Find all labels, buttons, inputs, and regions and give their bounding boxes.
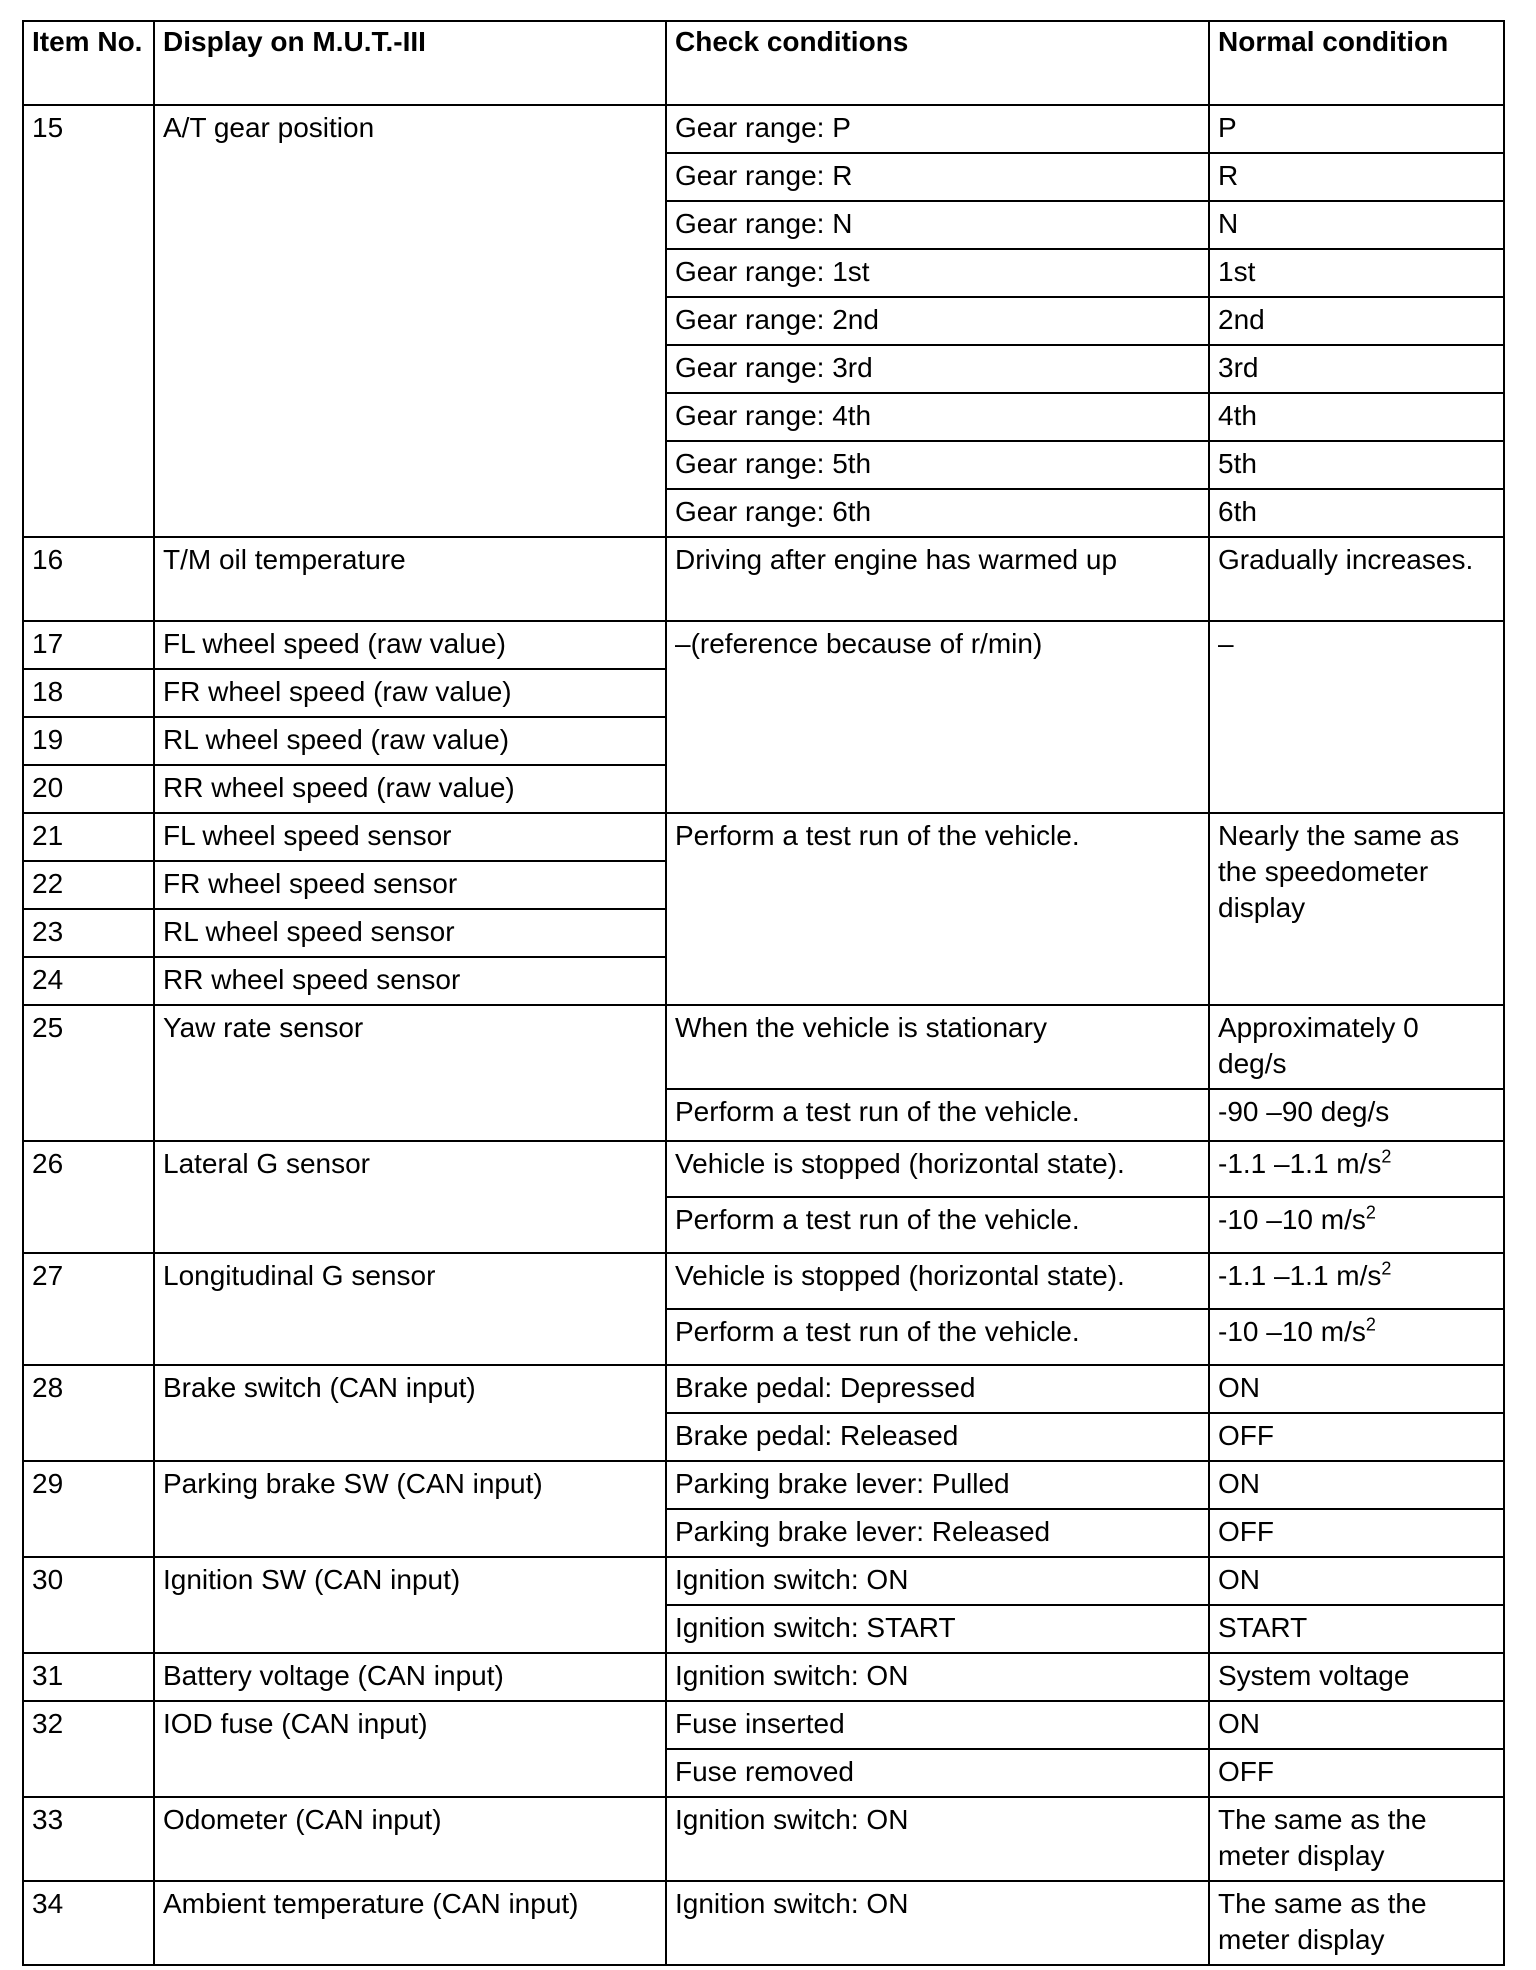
display-name: RR wheel speed sensor bbox=[154, 957, 666, 1005]
item-number: 29 bbox=[23, 1461, 154, 1557]
display-name: Ignition SW (CAN input) bbox=[154, 1557, 666, 1653]
check-condition: Gear range: 6th bbox=[666, 489, 1209, 537]
item-number: 33 bbox=[23, 1797, 154, 1881]
normal-condition: – bbox=[1209, 621, 1504, 813]
item-number: 23 bbox=[23, 909, 154, 957]
normal-condition: Approximately 0 deg/s bbox=[1209, 1005, 1504, 1089]
normal-condition: ON bbox=[1209, 1701, 1504, 1749]
table-row bbox=[23, 1005, 1504, 1089]
display-name: IOD fuse (CAN input) bbox=[154, 1701, 666, 1797]
normal-condition: Nearly the same as the speedometer display bbox=[1209, 813, 1504, 1005]
normal-condition: 6th bbox=[1209, 489, 1504, 537]
display-name: Battery voltage (CAN input) bbox=[154, 1653, 666, 1701]
check-condition: Gear range: 5th bbox=[666, 441, 1209, 489]
item-number: 15 bbox=[23, 105, 154, 537]
check-condition: Perform a test run of the vehicle. bbox=[666, 1309, 1209, 1365]
display-name: Yaw rate sensor bbox=[154, 1005, 666, 1141]
check-condition: –(reference because of r/min) bbox=[666, 621, 1209, 813]
normal-condition: 5th bbox=[1209, 441, 1504, 489]
table-row bbox=[23, 1557, 1504, 1605]
display-name: Odometer (CAN input) bbox=[154, 1797, 666, 1881]
check-condition: Gear range: 2nd bbox=[666, 297, 1209, 345]
check-condition: Parking brake lever: Released bbox=[666, 1509, 1209, 1557]
check-condition: Vehicle is stopped (horizontal state). bbox=[666, 1253, 1209, 1309]
display-name: Parking brake SW (CAN input) bbox=[154, 1461, 666, 1557]
check-condition: Gear range: N bbox=[666, 201, 1209, 249]
normal-condition: The same as the meter display bbox=[1209, 1881, 1504, 1965]
check-condition: Driving after engine has warmed up bbox=[666, 537, 1209, 621]
normal-condition: 4th bbox=[1209, 393, 1504, 441]
check-condition: Gear range: 4th bbox=[666, 393, 1209, 441]
check-condition: Vehicle is stopped (horizontal state). bbox=[666, 1141, 1209, 1197]
check-condition: Ignition switch: START bbox=[666, 1605, 1209, 1653]
unit-exponent: 2 bbox=[1381, 1146, 1392, 1167]
check-condition: Ignition switch: ON bbox=[666, 1797, 1209, 1881]
table-row bbox=[23, 1461, 1504, 1509]
check-condition: Gear range: R bbox=[666, 153, 1209, 201]
unit-exponent: 2 bbox=[1381, 1258, 1392, 1279]
normal-condition: ON bbox=[1209, 1461, 1504, 1509]
display-name: FR wheel speed (raw value) bbox=[154, 669, 666, 717]
check-condition: Fuse removed bbox=[666, 1749, 1209, 1797]
check-condition: Perform a test run of the vehicle. bbox=[666, 1089, 1209, 1141]
table-row bbox=[23, 1881, 1504, 1965]
table-row bbox=[23, 105, 1504, 153]
display-name: T/M oil temperature bbox=[154, 537, 666, 621]
check-condition: Ignition switch: ON bbox=[666, 1653, 1209, 1701]
header-check-conditions: Check conditions bbox=[666, 21, 1209, 105]
item-number: 34 bbox=[23, 1881, 154, 1965]
header-row bbox=[23, 21, 1504, 105]
item-number: 25 bbox=[23, 1005, 154, 1141]
table-row bbox=[23, 1653, 1504, 1701]
normal-condition: OFF bbox=[1209, 1509, 1504, 1557]
table-row bbox=[23, 1797, 1504, 1881]
table-row bbox=[23, 1701, 1504, 1749]
display-name: RL wheel speed (raw value) bbox=[154, 717, 666, 765]
display-name: Ambient temperature (CAN input) bbox=[154, 1881, 666, 1965]
display-name: RL wheel speed sensor bbox=[154, 909, 666, 957]
check-condition: Ignition switch: ON bbox=[666, 1557, 1209, 1605]
table-row bbox=[23, 1141, 1504, 1197]
item-number: 21 bbox=[23, 813, 154, 861]
display-name: A/T gear position bbox=[154, 105, 666, 537]
normal-condition: ON bbox=[1209, 1557, 1504, 1605]
normal-condition: R bbox=[1209, 153, 1504, 201]
header-display: Display on M.U.T.-III bbox=[154, 21, 666, 105]
item-number: 16 bbox=[23, 537, 154, 621]
normal-value: -10 –10 m/s bbox=[1218, 1204, 1366, 1235]
unit-exponent: 2 bbox=[1365, 1314, 1376, 1335]
check-condition: Gear range: 3rd bbox=[666, 345, 1209, 393]
table-row bbox=[23, 1253, 1504, 1309]
normal-condition bbox=[1209, 1197, 1504, 1253]
normal-condition: ON bbox=[1209, 1365, 1504, 1413]
check-condition: Perform a test run of the vehicle. bbox=[666, 1197, 1209, 1253]
display-name: Lateral G sensor bbox=[154, 1141, 666, 1253]
unit-exponent: 2 bbox=[1365, 1202, 1376, 1223]
normal-condition: Gradually increases. bbox=[1209, 537, 1504, 621]
check-condition: Fuse inserted bbox=[666, 1701, 1209, 1749]
check-condition: Ignition switch: ON bbox=[666, 1881, 1209, 1965]
normal-condition: -90 –90 deg/s bbox=[1209, 1089, 1504, 1141]
normal-condition: 3rd bbox=[1209, 345, 1504, 393]
table-row bbox=[23, 1365, 1504, 1413]
normal-condition bbox=[1209, 1253, 1504, 1309]
check-condition: Gear range: P bbox=[666, 105, 1209, 153]
display-name: RR wheel speed (raw value) bbox=[154, 765, 666, 813]
normal-value: -1.1 –1.1 m/s bbox=[1218, 1148, 1382, 1179]
display-name: Longitudinal G sensor bbox=[154, 1253, 666, 1365]
check-condition: Brake pedal: Depressed bbox=[666, 1365, 1209, 1413]
item-number: 20 bbox=[23, 765, 154, 813]
normal-condition: System voltage bbox=[1209, 1653, 1504, 1701]
item-number: 28 bbox=[23, 1365, 154, 1461]
check-condition: Parking brake lever: Pulled bbox=[666, 1461, 1209, 1509]
item-number: 22 bbox=[23, 861, 154, 909]
display-name: FR wheel speed sensor bbox=[154, 861, 666, 909]
normal-condition bbox=[1209, 1141, 1504, 1197]
check-condition: Perform a test run of the vehicle. bbox=[666, 813, 1209, 1005]
display-name: FL wheel speed sensor bbox=[154, 813, 666, 861]
normal-condition: OFF bbox=[1209, 1413, 1504, 1461]
normal-condition: P bbox=[1209, 105, 1504, 153]
display-name: FL wheel speed (raw value) bbox=[154, 621, 666, 669]
item-number: 27 bbox=[23, 1253, 154, 1365]
normal-value: -1.1 –1.1 m/s bbox=[1218, 1260, 1382, 1291]
item-number: 31 bbox=[23, 1653, 154, 1701]
item-number: 24 bbox=[23, 957, 154, 1005]
check-condition: Brake pedal: Released bbox=[666, 1413, 1209, 1461]
normal-condition: 2nd bbox=[1209, 297, 1504, 345]
check-condition: Gear range: 1st bbox=[666, 249, 1209, 297]
item-number: 26 bbox=[23, 1141, 154, 1253]
service-data-table bbox=[22, 20, 1505, 1966]
table-row bbox=[23, 537, 1504, 621]
table-row bbox=[23, 813, 1504, 861]
check-condition: When the vehicle is stationary bbox=[666, 1005, 1209, 1089]
item-number: 19 bbox=[23, 717, 154, 765]
service-data-sheet bbox=[22, 20, 1503, 1966]
normal-condition: 1st bbox=[1209, 249, 1504, 297]
normal-value: -10 –10 m/s bbox=[1218, 1316, 1366, 1347]
item-number: 18 bbox=[23, 669, 154, 717]
table-row bbox=[23, 621, 1504, 669]
normal-condition: OFF bbox=[1209, 1749, 1504, 1797]
normal-condition: START bbox=[1209, 1605, 1504, 1653]
header-normal-condition: Normal condition bbox=[1209, 21, 1504, 105]
item-number: 17 bbox=[23, 621, 154, 669]
item-number: 32 bbox=[23, 1701, 154, 1797]
display-name: Brake switch (CAN input) bbox=[154, 1365, 666, 1461]
normal-condition: The same as the meter display bbox=[1209, 1797, 1504, 1881]
normal-condition bbox=[1209, 1309, 1504, 1365]
header-item-no: Item No. bbox=[23, 21, 154, 105]
item-number: 30 bbox=[23, 1557, 154, 1653]
normal-condition: N bbox=[1209, 201, 1504, 249]
